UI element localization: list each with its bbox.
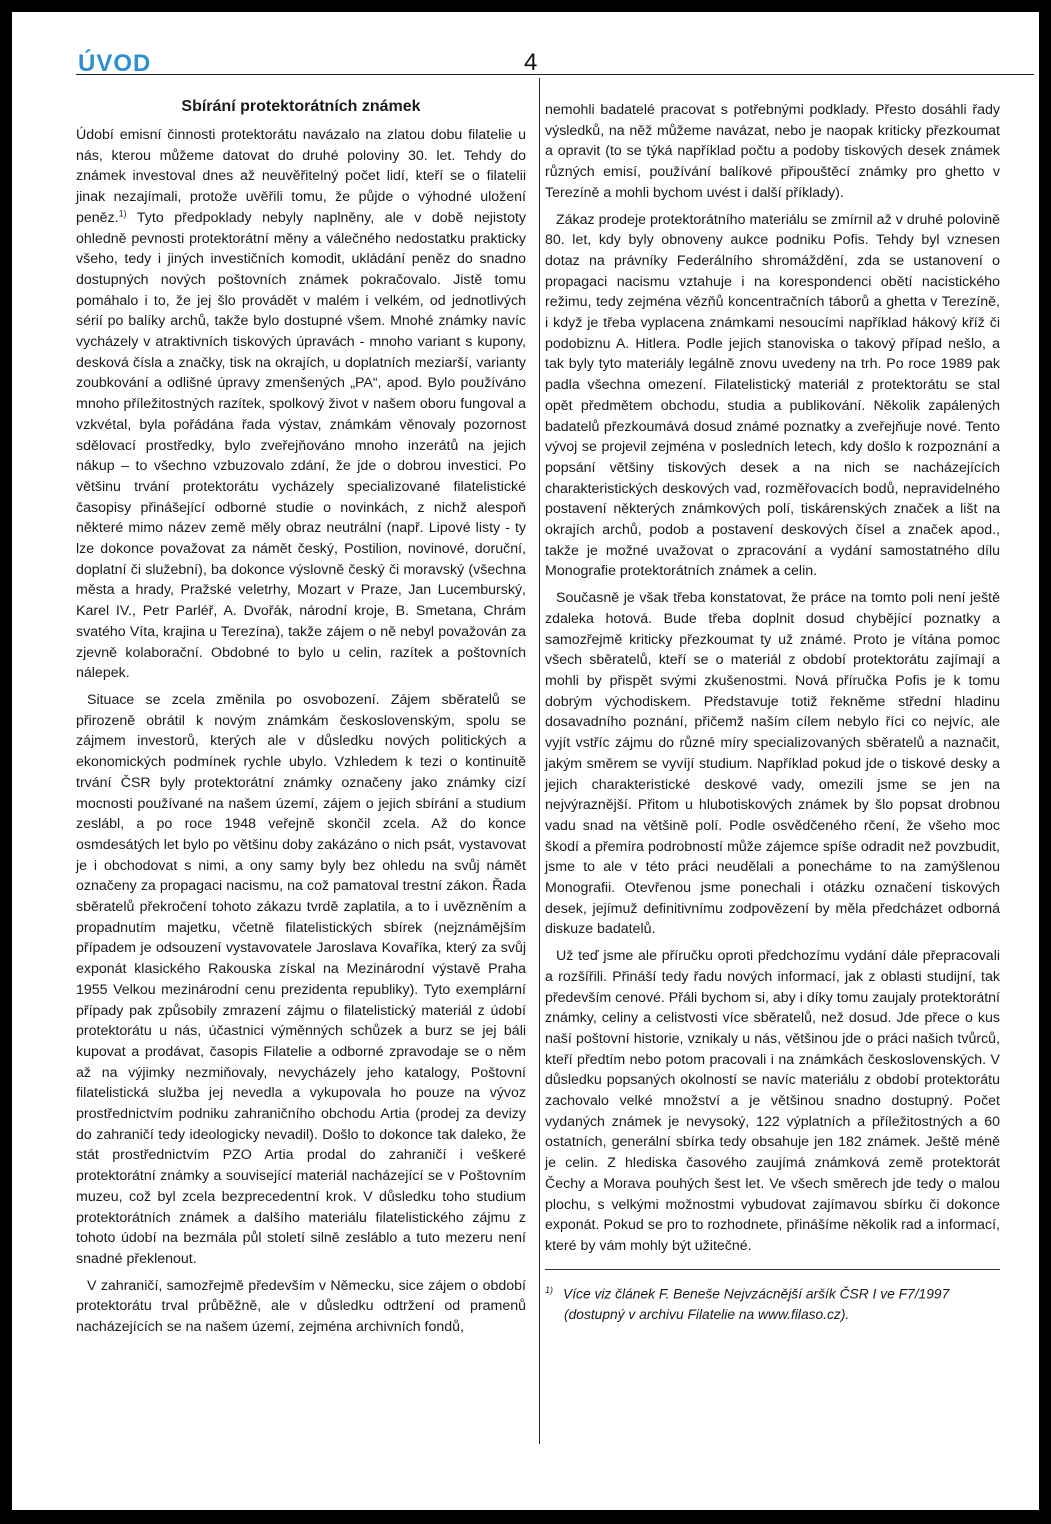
paragraph: nemohli badatelé pracovat s potřebnými podklady. Přesto dosáhli řady výsledků, na něž můžeme navázat, nebo je naopak kriticky přezkoumat a opravit (to se týká například počtu a podoby tiskových desek známek různých emisí, používání balíkové připouštěcí známky pro ghetto v Terezíně a mohli bychom uvést i další příklady). <box>545 102 1000 201</box>
footnote-line-1: Více viz článek F. Beneše Nejvzácnější aršík ČSR I ve F7/1997 <box>563 1286 950 1302</box>
article-title: Sbírání protektorátních známek <box>181 98 421 115</box>
paragraph-text: Údobí emisní činnosti protektorátu navázalo na zlatou dobu filatelie u nás, kterou můžeme datovat do druhé poloviny 30. let. Tehdy do známek investoval dnes až neuvěřitelný počet lidí, kteří se o filatelii jinak nezajímali, protože uvěřili tomu, že půjde o výhodné uložení peněz. <box>76 127 526 226</box>
paragraph: Současně je však třeba konstatovat, že práce na tomto poli není ještě zdaleka hotová. Bude třeba doplnit dosud chybějící poznatky a samozřejmě kriticky přezkoumat ty už známé. Proto je vítána pomoc všech sběratelů, kteří se o materiál z období protektorátu zajímají a mohli by přispět svými zkušenostmi. Nová příručka Pofis je k tomu dobrým východiskem. Představuje totiž řekněme střední hladinu dosavadního poznání, přičemž naším cílem nebylo říci co nejvíc, ale vyjít vstříc zájmu do různé míry specializovaných sběratelů a naznačit, jakým směrem se vyvíjí studium. Například pokud jde o tiskové desky a jejich charakteristické deskové vady, omezili jsme se jen na nejvýraznější. Přitom u hlubotiskových známek by šlo popsat drobnou vadu snad na většině polí. Podle osvědčeného rčení, že všeho moc škodí a přemíra podrobností může zájemce spíše odradit než povzbudit, jsme to ale v této práci neudělali a ponecháme to na zamýšlenou Monografii. Otevřenou jsme ponechali i otázku označení tiskových desek, jejímuž definitivnímu zodpovězení by měla předcházet odborná diskuze badatelů. <box>545 590 1000 938</box>
footnote-marker: 1) <box>545 1284 554 1295</box>
section-label: ÚVOD <box>78 50 152 77</box>
paragraph: Už teď jsme ale příručku oproti předchozímu vydání dále přepracovali a rozšířili. Přináší tedy řadu nových informací, jak z oblasti studijní, tak především cenové. Přáli bychom si, aby i díky tomu zaujaly protektorátní známky, celiny a celistvosti více sběratelů, než dosud. Jde přece o kus naší poštovní historie, vznikaly u nás, většinou jde o práci našich tvůrců, kteří předtím nebo potom pracovali i na známkách československých. V důsledku popsaných okolností se navíc materiálu z období protektorátu zachovalo velké množství a je většinou snadno dostupný. Počet vydaných známek je nevysoký, 122 výplatních a příležitostných a 60 ostatních, generální sbírka tedy obsahuje jen 182 známek. Ještě méně je celin. Z hlediska časového zaujímá známková země protektorát Čechy a Morava pouhých šest let. Ve všech směrech jde tedy o malou plochu, s velkými možnostmi vybudovat zajímavou sbírku či dokonce exponát. Pokud se pro to rozhodnete, přinášíme několik rad a informací, které by vám mohly být užitečné. <box>545 948 1000 1254</box>
footnote-reference: 1) <box>118 208 127 219</box>
header-rule <box>76 74 1034 75</box>
footnote-rule <box>545 1269 1000 1270</box>
paragraph: Situace se zcela změnila po osvobození. Zájem sběratelů se přirozeně obrátil k novým známkám československým, spolu se zájmem investorů, kterých ale v důsledku nových politických a ekonomických podmínek rychle ubylo. Vzhledem k tezi o kontinuitě trvání ČSR byly protektorátní známky označeny jako známky cizí mocnosti používané na našem území, zájem o jejich sbírání a studium zeslábl, a po roce 1948 veřejně skončil zcela. Až do konce osmdesátých let bylo po většinu doby zakázáno o nich psát, vystavovat je i obchodovat s nimi, a ony samy byly bez ohledu na svůj námět označeny za propagaci nacismu, na což pamatoval trestní zákon. Řada sběratelů překročení tohoto zákazu tvrdě zaplatila, a to i uvězněním a propadnutím majetku, včetně filatelistických sbírek (nejznámějším případem je odsouzení vystavovatele Jaroslava Kovaříka, který za svůj exponát klasického Rakouska získal na Mezinárodní výstavě Praha 1955 Velkou mezinárodní cenu prezidenta republiky). Tyto exemplární případy pak způsobily zmrazení zájmu o filatelistický materiál z údobí protektorátu u nás, účastnici výměnných schůzek a burz se jej báli kupovat a prodávat, časopis Filatelie a odborné zpravodaje se o něm až na výjimky nezmiňovaly, nevycházely jeho katalogy, Poštovní filatelistická služba jej nevedla a vykupovala ho pouze na vývoz prostřednictvím podniku zahraničního obchodu Artia (prodej za devizy do zahraničí tedy ideologicky nevadil). Došlo to dokonce tak daleko, že stát prostřednictvím PZO Artia prodal do zahraničí i veškeré protektorátní známky a související materiál nacházející se v Poštovním muzeu, což byl zcela bezprecedentní krok. V důsledku toho studium protektorátních známek a dalšího materiálu filatelistického zájmu z tohoto údobí na bezmála půl století silně zesláblo a tuto mezeru není snadné překlenout. <box>76 691 526 1267</box>
right-column <box>545 100 1000 1325</box>
page <box>12 12 1039 1510</box>
paragraph-text: Tyto předpoklady nebyly naplněny, ale v době nejistoty ohledně pevnosti protektorátní měny a válečného nedostatku prakticky všeho, tedy i jiných investičních komodit, ukládání peněz do snadno dostupných nových poštovních známek pokračovalo. Jistě tomu pomáhalo i to, že jej šlo provádět v malém i velkém, od jednotlivých sérií po balíky archů, takže bylo dostupné všem. Mnohé známky navíc vycházely v atraktivních tiskových úpravách - mnoho variant s kupony, desková čísla a značky, tisk na okrajích, u doplatních meziarší, varianty zoubkování a odlišné úpravy zmenšených „PA“, apod. Bylo používáno mnoho příležitostných razítek, spolkový život v našem oboru fungoval a vzkvétal, byla pořádána řada výstav, známkám věnovaly pozornost sdělovací prostředky, bylo zveřejňováno mnoho inzerátů na jejich nákup – to všechno vzbuzovalo zdání, že jde o dobrou investici. Po většinu trvání protektorátu vycházely specializované filatelistické časopisy přinášející odborné studie o novinkách, z nichž alespoň některé mimo název země měly obraz neutrální (např. Lipové listy - ty lze dokonce považovat za námět český, Postilion, novinové, doruční, doplatní či služební), ba dokonce výslovně český či moravský (všechna města a hrady, Pražské veletrhy, Mozart v Praze, Jan Lucemburský, Karel IV., Petr Parléř, A. Dvořák, národní kroje, B. Smetana, Chrám svatého Víta, krajina u Terezína), takže zájem o ně nebyl považován za zjevně kolaborační. Obdobné to bylo u celin, razítek a poštovních nálepek. <box>76 209 526 682</box>
footnote <box>545 1280 1000 1326</box>
paragraph: V zahraničí, samozřejmě především v Německu, sice zájem o období protektorátu trval průběžně, ale v důsledku odtržení od pramenů nacházejících se na našem území, zejména archivních fondů, <box>76 1277 526 1336</box>
paragraph: Zákaz prodeje protektorátního materiálu se zmírnil až v druhé polovině 80. let, kdy byly obnoveny aukce podniku Pofis. Tehdy byl vznesen dotaz na právníky Federálního shromáždění, zda se ustanovení o propagaci nacismu vztahuje i na korespondenci obětí nacistického režimu, tedy zejména vězňů koncentračních táborů a ghetta v Terezíně, i když je třeba vyplacena známkami nesoucími například hákový kříž či podobiznu A. Hitlera. Podle jejich stanoviska o takový případ nešlo, a tak byly tyto materiály legálně znovu uvedeny na trh. Po roce 1989 pak padla všechna omezení. Filatelistický materiál z protektorátu se stal opět předmětem obchodu, studia a publikování. Několik zapálených badatelů přezkoumává dosud známé poznatky a zveřejňuje nové. Tento vývoj se projevil zejména v posledních letech, kdy došlo k rozpoznání a popsání většiny tiskových desek a na nich se nacházejících charakteristických deskových vad, rozměřovacích bodů, nepravidelného postavení některých známkových polí, tiskárenských značek a lišt na okrajích archů, podob a postavení deskových čísel a značek apod., takže je možné uvažovat o zpracování a vydání samostatného dílu Monografie protektorátních známek a celin. <box>545 211 1000 580</box>
paragraph <box>76 125 526 684</box>
column-divider <box>539 78 540 1444</box>
footnote-line-2: (dostupný v archivu Filatelie na www.filaso.cz). <box>564 1307 850 1323</box>
page-number: 4 <box>524 49 538 76</box>
left-column <box>76 96 526 1344</box>
